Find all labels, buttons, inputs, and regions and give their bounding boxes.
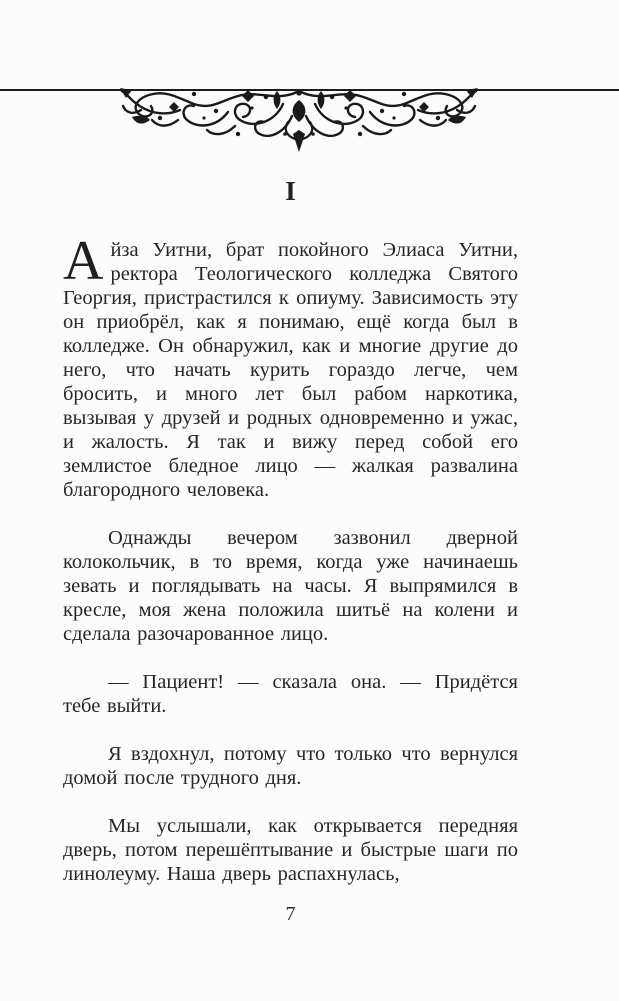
page-number: 7: [285, 903, 296, 925]
paragraph-1: [63, 230, 518, 502]
text-block: [63, 230, 518, 910]
drop-cap: А: [63, 230, 104, 292]
floral-vignette-ornament: [120, 88, 478, 154]
paragraph-1-text: йза Уитни, брат покойного Элиаса Уитни, ректора Теологического колледжа Святого Георгия, пристрастился к опиуму. Зависимость эту он приобрёл, как я понимаю, ещё когда был в колледже. Он обнаружил, как и многие другие до него, что начать курить гораздо легче, чем бросить, и много лет был рабом наркотика, вызывая у друзей и родных одновременно и ужас, и жалость. Я так и вижу перед собой его землистое бледное лицо — жалкая развалина благородного человека.: [63, 239, 518, 501]
paragraph-4: Я вздохнул, потому что только что вернулся домой после трудного дня.: [63, 743, 518, 789]
paragraph-3: — Пациент! — сказала она. — Придётся тебе выйти.: [63, 671, 518, 717]
paragraph-2: Однажды вечером зазвонил дверной колокольчик, в то время, когда уже начинаешь зевать и поглядывать на часы. Я выпрямился в кресле, моя жена положила шитьё на колени и сделала разочарованное лицо.: [63, 527, 518, 645]
paragraph-5: Мы услышали, как открывается передняя дверь, потом перешёптывание и быстрые шаги по линолеуму. Наша дверь распахнулась,: [63, 815, 518, 885]
chapter-number: I: [285, 176, 296, 206]
